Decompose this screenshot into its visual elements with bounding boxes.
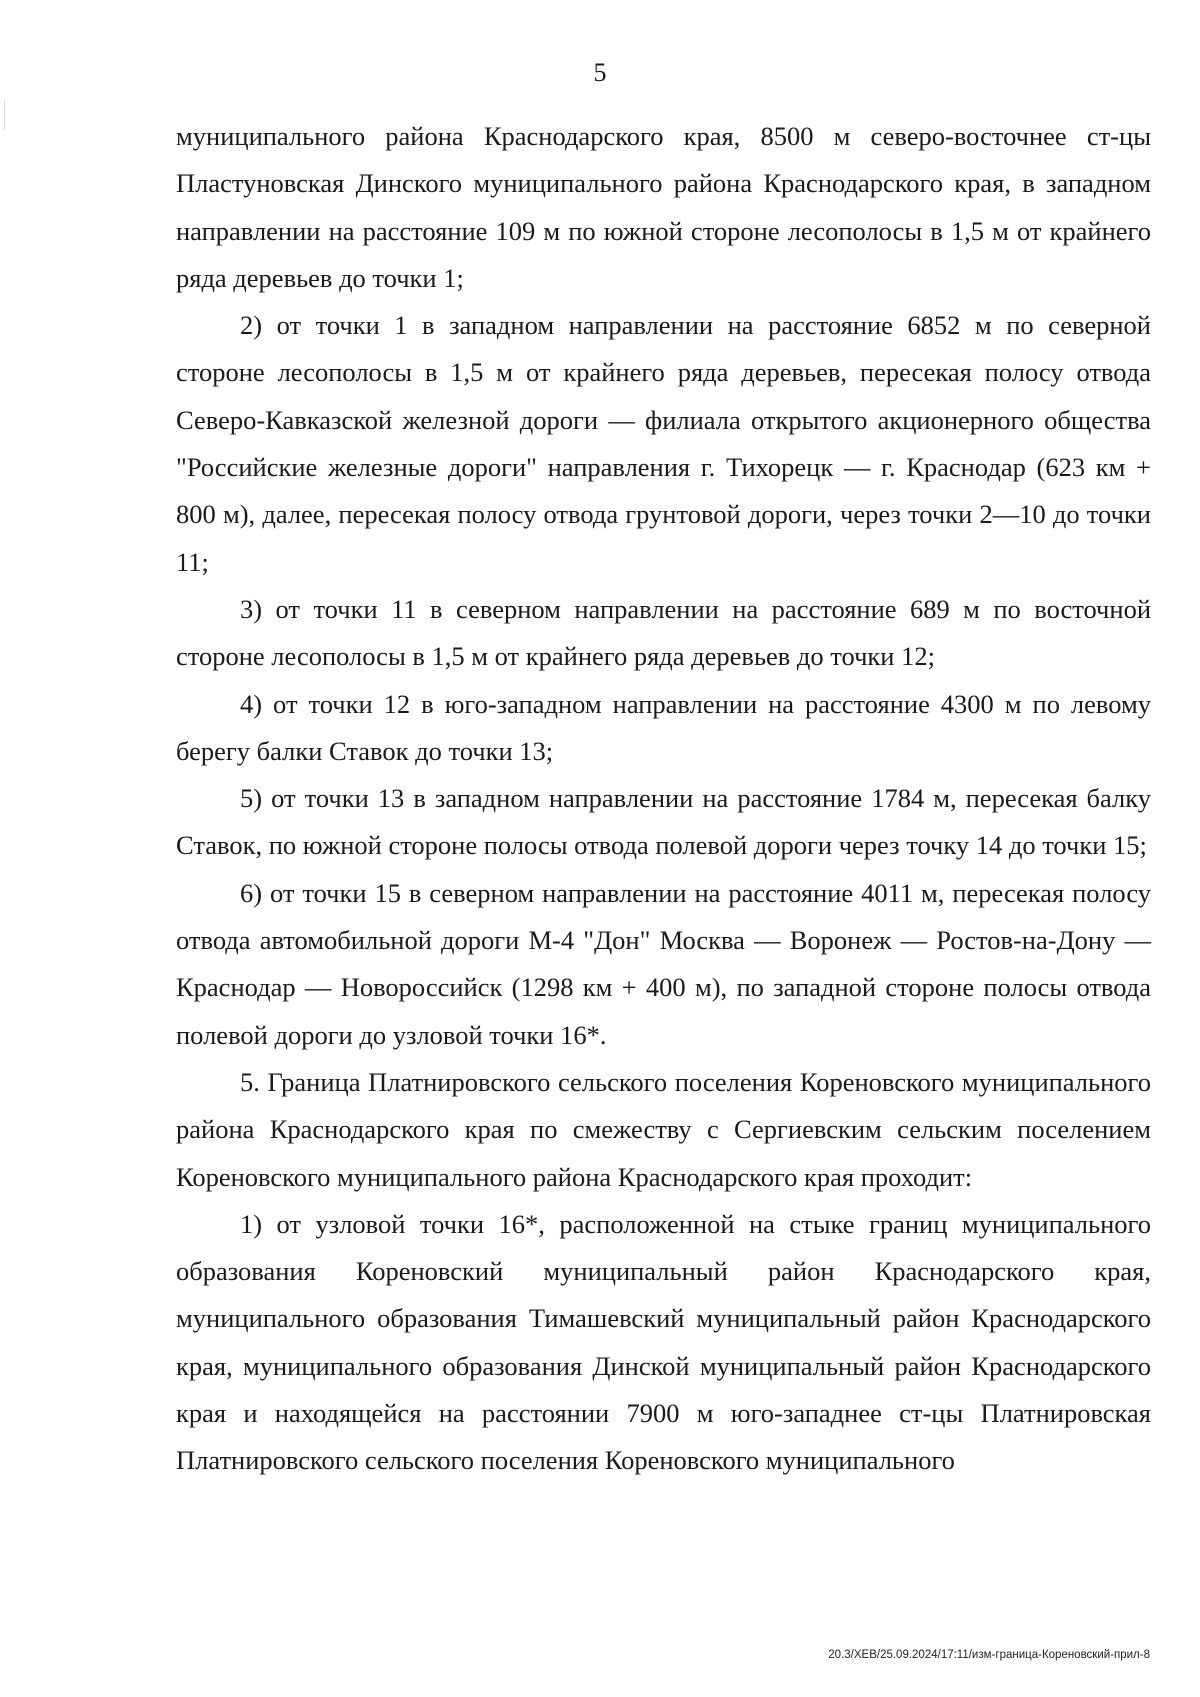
document-body xyxy=(176,113,1151,1485)
document-footer-code: 20.3/ХЕВ/25.09.2024/17:11/изм-граница-Кореновский-прил-8 xyxy=(828,1649,1150,1661)
paragraph-item-3: 3) от точки 11 в северном направлении на расстояние 689 м по восточной стороне лесополосы в 1,5 м от крайнего ряда деревьев до точки 12; xyxy=(176,593,1151,672)
paragraph-item-2: 2) от точки 1 в западном направлении на расстояние 6852 м по северной стороне лесополосы в 1,5 м от крайнего ряда деревьев, пересекая полосу отвода Северо-Кавказской железной дороги — филиала открытого акционерного общества "Российские железные дороги" направления г. Тихорецк — г. Краснодар (623 км + 800 м), далее, пересекая полосу отвода грунтовой дороги, через точки 2—10 до точки 11; xyxy=(176,310,1151,577)
paragraph-item-6: 6) от точки 15 в северном направлении на расстояние 4011 м, пересекая полосу отвода автомобильной дороги М-4 "Дон" Москва — Воронеж — Ростов-на-Дону — Краснодар — Новороссийск (1298 км + 400 м), по западной стороне полосы отвода полевой дороги до узловой точки 16*. xyxy=(176,877,1151,1050)
paragraph-section-5-item-1: 1) от узловой точки 16*, расположенной на стыке границ муниципального образования Кореновский муниципальный район Краснодарского края, муниципального образования Тимашевский муниципальный район Краснодарского края, муниципального образования Динской муниципальный район Краснодарского края и находящейся на расстоянии 7900 м юго-западнее ст-цы Платнировская Платнировского сельского поселения Кореновского муниципального xyxy=(176,1208,1151,1476)
page-number: 5 xyxy=(593,58,607,87)
paragraph-section-5: 5. Граница Платнировского сельского поселения Кореновского муниципального района Краснодарского края по смежеству с Сергиевским сельским поселением Кореновского муниципального района Краснодарского края проходит: xyxy=(176,1066,1151,1192)
paragraph-item-4: 4) от точки 12 в юго-западном направлении на расстояние 4300 м по левому берегу балки Ставок до точки 13; xyxy=(176,688,1151,766)
paragraph-continuation: муниципального района Краснодарского края, 8500 м северо-восточнее ст-цы Пластуновская Динского муниципального района Краснодарского края, в западном направлении на расстояние 109 м по южной стороне лесополосы в 1,5 м от крайнего ряда деревьев до точки 1; xyxy=(176,121,1151,293)
paragraph-item-5: 5) от точки 13 в западном направлении на расстояние 1784 м, пересекая балку Ставок, по южной стороне полосы отвода полевой дороги через точку 14 до точки 15; xyxy=(176,783,1151,861)
scan-edge-mark xyxy=(4,100,5,130)
